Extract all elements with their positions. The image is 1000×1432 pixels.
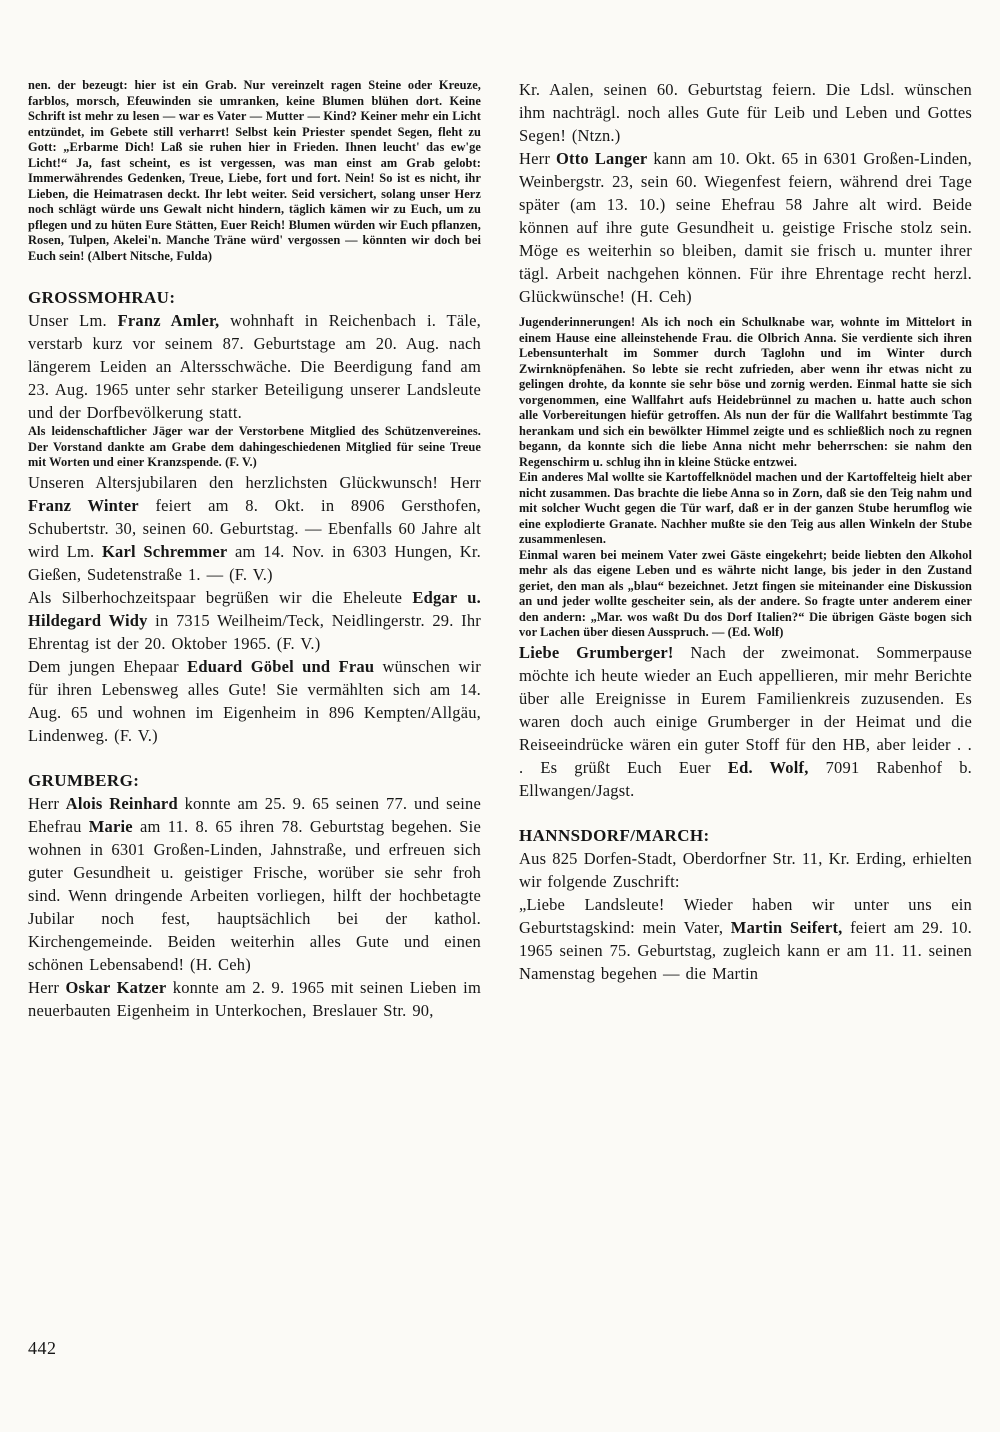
paragraph	[28, 655, 481, 747]
paragraph	[519, 847, 972, 893]
text-run: Herr	[28, 793, 66, 813]
paragraph	[519, 893, 972, 985]
emphasized-text: Franz Winter	[28, 495, 139, 515]
text-run: Als ich noch ein Schulknabe war, wohnte im Mittelort in einem Hause eine alleinstehende Frau. die Olbrich Anna. Sie verdiente sich ihren Lebensunterhalt im Sommer durch Taglohn und im Winter durch Zwirnknöpfenähen. So lebte sie recht zufrieden, aber wenn ihr etwas nicht zu gelingen drohte, da konnte sie sehr böse und zornig werden. Einmal hatte sie sich vorgenommen, eine Wallfahrt aufs Heidebrünnel zu machen u. hatte auch schon alle Vorbereitungen hiefür getroffen. Als nun der für die Wallfahrt bestimmte Tag herankam und sich ein bewölkter Himmel zeigte und es schließlich noch zu regnen begann, da konnte sich die liebe Anna nicht mehr beherrschen: sie nahm den Regenschirm u. schlug ihn in kleine Stücke entzwei.	[519, 315, 972, 469]
emphasized-text: Franz Amler,	[117, 311, 220, 330]
emphasized-text: Karl Schremmer	[101, 541, 228, 561]
text-run: Nach der zweimonat. Sommerpause möchte ich heute wieder an Euch appellieren, mir mehr Berichte über alle Ereignisse in Eurem Familienkreis zuzusenden. Es waren doch auch einige Grumberger in der Heimat und die Reiseeindrücke wären ein guter Stoff für den HB, aber leider . . . Es grüßt Euch Euer	[519, 642, 973, 777]
paragraph	[28, 471, 481, 586]
page-number: 442	[28, 1338, 57, 1358]
emphasized-text: Edgar u. Hildegard Widy	[28, 587, 481, 630]
text-run: Unseren Altersjubilaren den herzlichsten Glückwunsch! Herr	[28, 472, 481, 492]
text-run: Aus 825 Dorfen-Stadt, Oberdorfner Str. 11, Kr. Erding, erhielten wir folgende Zuschrift:	[519, 848, 972, 891]
text-run: feiert am 8. Okt. in 8906 Gersthofen, Schubertstr. 30, seinen 60. Geburtstag. — Ebenfalls 60 Jahre alt wird Lm.	[28, 495, 481, 561]
paragraph	[28, 78, 481, 264]
text-run: Unser Lm.	[28, 311, 118, 330]
text-run: Als Silberhochzeitspaar begrüßen wir die Eheleute	[28, 587, 413, 607]
text-run: Kr. Aalen, seinen 60. Geburtstag feiern. Die Ldsl. wünschen ihm nachträgl. noch alles Gute für Leib und Leben und Gottes Segen! (Ntzn.)	[519, 80, 972, 145]
paragraph	[28, 976, 481, 1022]
text-run: wohnhaft in Reichenbach i. Täle, verstarb kurz vor seinem 87. Geburtstage am 20. Aug. nach längerem Leiden an Altersschwäche. Die Beerdigung fand am 23. Aug. 1965 unter sehr starker Beteiligung unserer Landsleute und der Dorfbevölkerung statt.	[28, 311, 481, 422]
paragraph	[519, 147, 972, 308]
paragraph	[519, 315, 972, 470]
text-run: Ein anderes Mal wollte sie Kartoffelknödel machen und der Kartoffelteig hielt aber nicht zusammen. Das brachte die liebe Anna so in Zorn, daß sie den Teig nahm und mit solcher Wucht gegen die Tür warf, daß er in der ganzen Stube herumflog wie eine explodierte Granate. Nachher mußte sie den Teig aus allen Winkeln der Stube zusammenlesen.	[519, 470, 972, 546]
paragraph	[28, 792, 481, 976]
emphasized-text: HANNSDORF/MARCH:	[519, 825, 710, 845]
text-run: konnte am 25. 9. 65 seinen 77. und seine Ehefrau	[28, 793, 481, 836]
text-run: Als leidenschaftlicher Jäger war der Verstorbene Mitglied des Schützenvereines. Der Vorstand dankte am Grabe dem dahingeschiedenen Mitglied für seine Treue mit Worten und einer Kranzspende. (F. V.)	[28, 424, 481, 469]
paragraph	[519, 470, 972, 548]
text-run: Einmal waren bei meinem Vater zwei Gäste eingekehrt; beide liebten den Alkohol mehr als das eigene Leben und es währte nicht lange, bis jeder in den Zustand geriet, den man als „blau“ bezeichnet. Jetzt fingen sie miteinander eine Diskussion an und jeder wollte gescheiter sein, als der andere. So fragte unter anderem einer den andern: „Mar. wos waßt Du dos Dorf Italien?“ Die übrigen Gäste bogen sich vor Lachen über diesen Ausspruch. — (Ed. Wolf)	[519, 547, 972, 639]
text-run: 7091 Rabenhof b. Ellwangen/Jagst.	[519, 757, 972, 800]
text-run: wünschen wir für ihren Lebensweg alles Gute! Sie vermählten sich am 14. Aug. 65 und wohnen im Eigenheim in 896 Kempten/Allgäu, Lindenweg. (F. V.)	[28, 656, 481, 745]
paragraph	[28, 309, 481, 424]
section-heading	[28, 769, 481, 792]
text-run: Herr	[519, 149, 556, 168]
emphasized-text: GRUMBERG:	[28, 770, 140, 790]
paragraph	[519, 641, 972, 802]
emphasized-text: GROSSMOHRAU:	[28, 288, 176, 307]
emphasized-text: Marie	[88, 816, 133, 836]
text-run: in 7315 Weilheim/Teck, Neidlingerstr. 29. Ihr Ehrentag ist der 20. Oktober 1965. (F. V.)	[28, 610, 481, 653]
emphasized-text: Jugenderinnerungen!	[519, 315, 636, 329]
paragraph	[28, 586, 481, 655]
text-run: feiert am 29. 10. 1965 seinen 75. Geburtstag, zugleich kann er am 11. 11. seinen Namenstag begehen — die Martin	[519, 917, 973, 983]
text-run: kann am 10. Okt. 65 in 6301 Großen-Linden, Weinbergstr. 23, sein 60. Wiegenfest feiern, während drei Tage später (am 13. 10.) seine Ehefrau 58 Jahre alt wird. Beide können auf ihre gute Gesundheit u. geistige Frische stolz sein. Möge es weiterhin so bleiben, damit sie frisch u. munter ihrer tägl. Arbeit nachgehen können. Für ihre Ehrentage recht herzl. Glückwünsche! (H. Ceh)	[519, 149, 972, 306]
text-run: konnte am 2. 9. 1965 mit seinen Lieben im neuerbauten Eigenheim in Unterkochen, Breslauer Str. 90,	[28, 977, 481, 1020]
paragraph	[519, 548, 972, 641]
left-column	[28, 78, 481, 1022]
emphasized-text: Eduard Göbel und Frau	[187, 656, 375, 676]
text-columns	[28, 78, 972, 1022]
emphasized-text: Alois Reinhard	[65, 793, 178, 813]
section-heading	[519, 824, 972, 847]
emphasized-text: Oskar Katzer	[65, 977, 167, 997]
text-run: nen. der bezeugt: hier ist ein Grab. Nur vereinzelt ragen Steine oder Kreuze, farblos, morsch, Efeuwinden sie umranken, keine Blumen blühen dort. Keine Schrift ist mehr zu lesen — war es Vater — Mutter — Kind? Keiner mehr ein Licht entzündet, im Gebete still verharrt! Selbst kein Priester spendet Segen, fleht zu Gott: „Erbarme Dich! Laß sie ruhen hier in Frieden. Ihnen leucht' das ew'ge Licht!“ Ja, fast scheint, es ist vergessen, was man einst am Grab gelobt: Immerwährendes Gedenken, Treue, Liebe, fort und fort. Nein! So ist es nicht, ihr Lieben, die Heimatrasen deckt. Ihr lebt weiter. Seid versichert, solang unser Herz noch schlägt würde uns Gewalt nicht hindern, täglich kämen wir zu Euch, um zu pflegen und zu hüten Eure Stätten, Euer Reich! Blumen würden wir Euch pflanzen, Rosen, Tulpen, Akelei'n. Manche Träne würd' vergossen — könnten wir doch bei Euch sein! (Albert Nitsche, Fulda)	[28, 78, 481, 263]
emphasized-text: Ed. Wolf,	[727, 757, 809, 777]
paragraph	[28, 424, 481, 471]
emphasized-text: Liebe Grumberger!	[519, 642, 674, 662]
section-heading	[28, 286, 481, 309]
emphasized-text: Martin Seifert,	[730, 917, 843, 937]
text-run: am 11. 8. 65 ihren 78. Geburtstag begehen. Sie wohnen in 6301 Großen-Linden, Jahnstraße, und erfreuen sich guter Gesundheit u. geistiger Frische, worüber sie sehr froh sind. Wenn dringende Arbeiten vorliegen, hilft der hochbetagte Jubilar noch fest, hauptsächlich bei der kathol. Kirchengemeinde. Beiden weiterhin alles Gute und einen schönen Lebensabend! (H. Ceh)	[28, 816, 481, 974]
text-run: Herr	[28, 977, 66, 997]
emphasized-text: Otto Langer	[556, 149, 648, 168]
text-run: Dem jungen Ehepaar	[28, 656, 188, 676]
text-run: am 14. Nov. in 6303 Hungen, Kr. Gießen, Sudetenstraße 1. — (F. V.)	[28, 541, 481, 584]
text-run: „Liebe Landsleute! Wieder haben wir unter uns ein Geburtstagskind: mein Vater,	[519, 894, 972, 937]
paragraph	[519, 78, 972, 147]
right-column	[519, 78, 972, 1022]
